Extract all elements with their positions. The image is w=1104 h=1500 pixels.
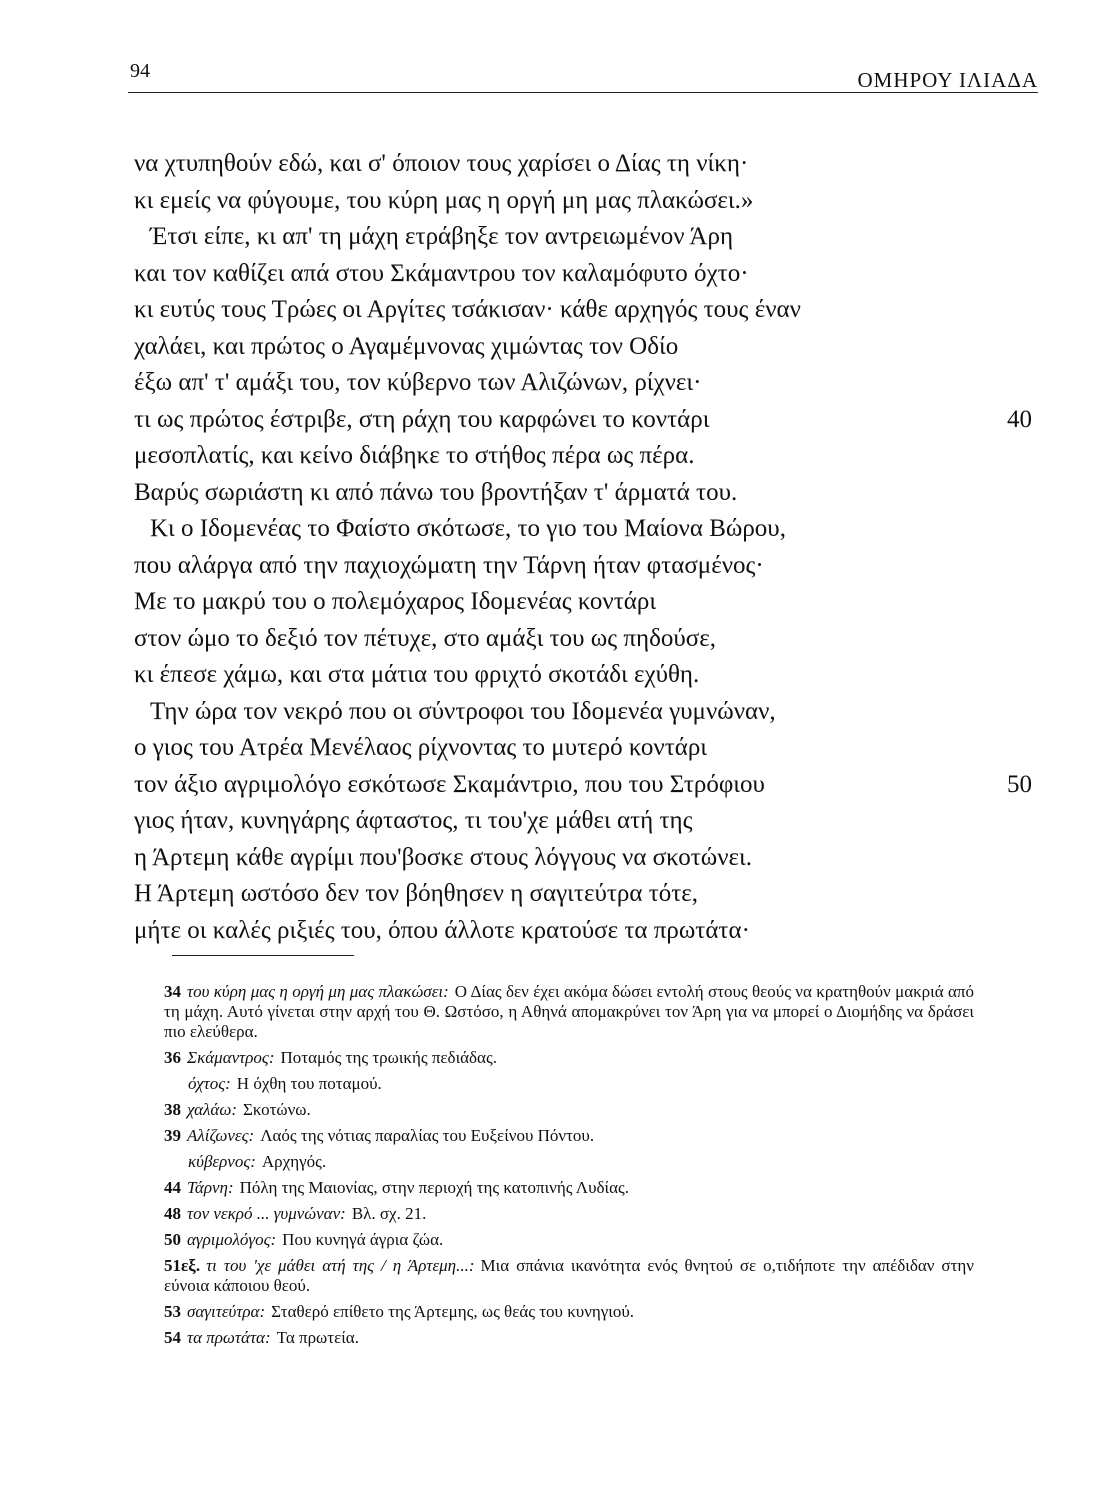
footnote xyxy=(164,982,974,1042)
footnote-line-ref: 54 xyxy=(164,1328,181,1347)
verse-line xyxy=(134,584,1034,621)
verse-text: Βαρύς σωριάστη κι από πάνω του βροντήξαν τ' άρματά του. xyxy=(134,478,738,506)
verse-line xyxy=(134,767,1034,804)
page-number: 94 xyxy=(130,60,150,82)
verse-text: κι ευτύς τους Τρώες οι Αργίτες τσάκισαν· κάθε αρχηγός τους έναν xyxy=(134,296,801,323)
footnote-lemma: Τάρνη: xyxy=(187,1178,234,1197)
footnote-lemma: σαγιτεύτρα: xyxy=(187,1302,266,1321)
footnote-line-ref: 48 xyxy=(164,1204,181,1223)
line-number: 40 xyxy=(1007,405,1032,433)
verse-line xyxy=(134,840,1034,877)
footnote-text: Που κυνηγά άγρια ζώα. xyxy=(282,1230,444,1249)
footnote-lemma: όχτος: xyxy=(188,1074,231,1093)
footnote-text: Τα πρωτεία. xyxy=(276,1328,359,1347)
footnote-lemma: Σκάμαντρος: xyxy=(187,1048,275,1067)
footnote-line-ref: 34 xyxy=(164,982,181,1001)
verse-line xyxy=(134,402,1034,439)
verse-line xyxy=(134,183,1034,220)
verse-line xyxy=(134,292,1034,329)
footnote-line-ref: 39 xyxy=(164,1126,181,1145)
footnote-line-ref: 44 xyxy=(164,1178,181,1197)
footnote-lemma: Αλίζωνες: xyxy=(187,1126,255,1145)
footnote-lemma: τα πρωτάτα: xyxy=(187,1328,271,1347)
footnote-line-ref: 36 xyxy=(164,1048,181,1067)
footnote-lemma: αγριμολόγος: xyxy=(187,1230,277,1249)
footnote-text: Βλ. σχ. 21. xyxy=(351,1204,427,1223)
verse-text: μήτε οι καλές ριξιές του, όπου άλλοτε κρατούσε τα πρωτάτα· xyxy=(134,916,750,944)
verse-text: Κι ο Ιδομενέας το Φαίστο σκότωσε, το γιο του Μαίονα Βώρου, xyxy=(150,515,786,542)
verse-text: Την ώρα τον νεκρό που οι σύντροφοι του Ιδομενέα γυμνώναν, xyxy=(150,697,776,725)
footnotes-block xyxy=(164,982,974,1354)
verse-line xyxy=(134,694,1034,731)
verse-line xyxy=(134,475,1034,512)
verse-text: που αλάργα από την παχιοχώματη την Τάρνη ήταν φτασμένος· xyxy=(134,551,764,579)
verse-line xyxy=(134,329,1034,366)
verse-text: τι ως πρώτος έστριβε, στη ράχη του καρφώνει το κοντάρι xyxy=(134,405,710,433)
verse-text: Με το μακρύ του ο πολεμόχαρος Ιδομενέας κοντάρι xyxy=(134,588,657,615)
verse-line xyxy=(134,913,1034,950)
verse-line xyxy=(134,657,1034,694)
verse-line xyxy=(134,548,1034,585)
verse-text: η Άρτεμη κάθε αγρίμι που'βοσκε στους λόγγους να σκοτώνει. xyxy=(134,843,752,871)
verse-line xyxy=(134,146,1034,183)
verse-text: μεσοπλατίς, και κείνο διάβηκε το στήθος πέρα ως πέρα. xyxy=(134,442,695,469)
footnote-lemma: χαλάω: xyxy=(187,1100,237,1119)
footnote xyxy=(164,1328,974,1348)
footnote xyxy=(164,1178,974,1198)
footnote-text: Μια σπάνια ικανότητα ενός θνητού σε ο,τιδήποτε την απέδιδαν στην εύνοια κάποιου θεού. xyxy=(164,1256,974,1295)
footnote xyxy=(164,1230,974,1250)
verse-line xyxy=(134,730,1034,767)
footnote-text: Η όχθη του ποταμού. xyxy=(236,1074,382,1093)
footnote-text: Σκοτώνω. xyxy=(243,1100,311,1119)
footnote xyxy=(164,1048,974,1068)
footnote-line-ref: 51εξ. xyxy=(164,1256,201,1275)
verse-text: στον ώμο το δεξιό τον πέτυχε, στο αμάξι του ως πηδούσε, xyxy=(134,624,716,652)
footnote-lemma: τον νεκρό ... γυμνώναν: xyxy=(187,1204,346,1223)
page-header xyxy=(128,56,1038,93)
footnote-divider xyxy=(172,955,354,956)
footnote xyxy=(164,1126,974,1146)
footnote xyxy=(164,1152,974,1172)
footnote-text: Αρχηγός. xyxy=(261,1152,327,1171)
footnote xyxy=(164,1074,974,1094)
verse-text: και τον καθίζει απά στου Σκάμαντρου τον καλαμόφυτο όχτο· xyxy=(134,259,749,287)
verse-text-block xyxy=(134,146,1034,949)
footnote-text: Σταθερό επίθετο της Άρτεμης, ως θεάς του κυνηγιού. xyxy=(271,1302,635,1321)
footnote xyxy=(164,1204,974,1224)
footnote xyxy=(164,1256,974,1296)
verse-line xyxy=(134,438,1034,475)
footnote-text: Λαός της νότιας παραλίας του Ευξείνου Πόντου. xyxy=(260,1126,595,1145)
verse-line xyxy=(134,803,1034,840)
footnote-line-ref: 38 xyxy=(164,1100,181,1119)
running-title: ΟΜΗΡΟΥ ΙΛΙΑΔΑ xyxy=(857,68,1038,92)
verse-line xyxy=(134,621,1034,658)
verse-text: τον άξιο αγριμολόγο εσκότωσε Σκαμάντριο, που του Στρόφιου xyxy=(134,770,765,798)
verse-line xyxy=(134,876,1034,913)
footnote-text: Ποταμός της τρωικής πεδιάδας. xyxy=(280,1048,497,1067)
verse-line xyxy=(134,256,1034,293)
verse-text: έξω απ' τ' αμάξι του, τον κύβερνο των Αλιζώνων, ρίχνει· xyxy=(134,369,702,396)
footnote-line-ref: 50 xyxy=(164,1230,181,1249)
verse-text: κι έπεσε χάμω, και στα μάτια του φριχτό σκοτάδι εχύθη. xyxy=(134,661,700,688)
verse-text: Έτσι είπε, κι απ' τη μάχη ετράβηξε τον αντρειωμένον Άρη xyxy=(150,223,734,250)
footnote-text: Πόλη της Μαιονίας, στην περιοχή της κατοπινής Λυδίας. xyxy=(239,1178,629,1197)
footnote-line-ref: 53 xyxy=(164,1302,181,1321)
footnote xyxy=(164,1100,974,1120)
verse-text: Η Άρτεμη ωστόσο δεν τον βόηθησεν η σαγιτεύτρα τότε, xyxy=(134,880,699,907)
footnote-lemma: κύβερνος: xyxy=(188,1152,256,1171)
verse-text: ο γιος του Ατρέα Μενέλαος ρίχνοντας το μυτερό κοντάρι xyxy=(134,734,708,761)
footnote-lemma: τι του 'χε μάθει ατή της / η Άρτεμη...: xyxy=(206,1256,475,1275)
verse-text: κι εμείς να φύγουμε, του κύρη μας η οργή μη μας πλακώσει.» xyxy=(134,186,754,214)
footnote-text: Ο Δίας δεν έχει ακόμα δώσει εντολή στους θεούς να κρατηθούν μακριά από τη μάχη. Αυτό γίνεται στην αρχή του Θ. Ωστόσο, η Αθηνά απομακρύνει τον Άρη για να μπορεί ο Διομήδης να δράσει πιο ελεύθερα. xyxy=(164,982,974,1041)
verse-line xyxy=(134,511,1034,548)
verse-text: να χτυπηθούν εδώ, και σ' όποιον τους χαρίσει ο Δίας τη νίκη· xyxy=(134,150,749,177)
line-number: 50 xyxy=(1007,770,1032,798)
verse-line xyxy=(134,365,1034,402)
verse-line xyxy=(134,219,1034,256)
verse-text: χαλάει, και πρώτος ο Αγαμέμνονας χιμώντας τον Οδίο xyxy=(134,332,679,360)
footnote xyxy=(164,1302,974,1322)
footnote-lemma: του κύρη μας η οργή μη μας πλακώσει: xyxy=(187,982,449,1001)
verse-text: γιος ήταν, κυνηγάρης άφταστος, τι του'χε μάθει ατή της xyxy=(134,807,693,834)
